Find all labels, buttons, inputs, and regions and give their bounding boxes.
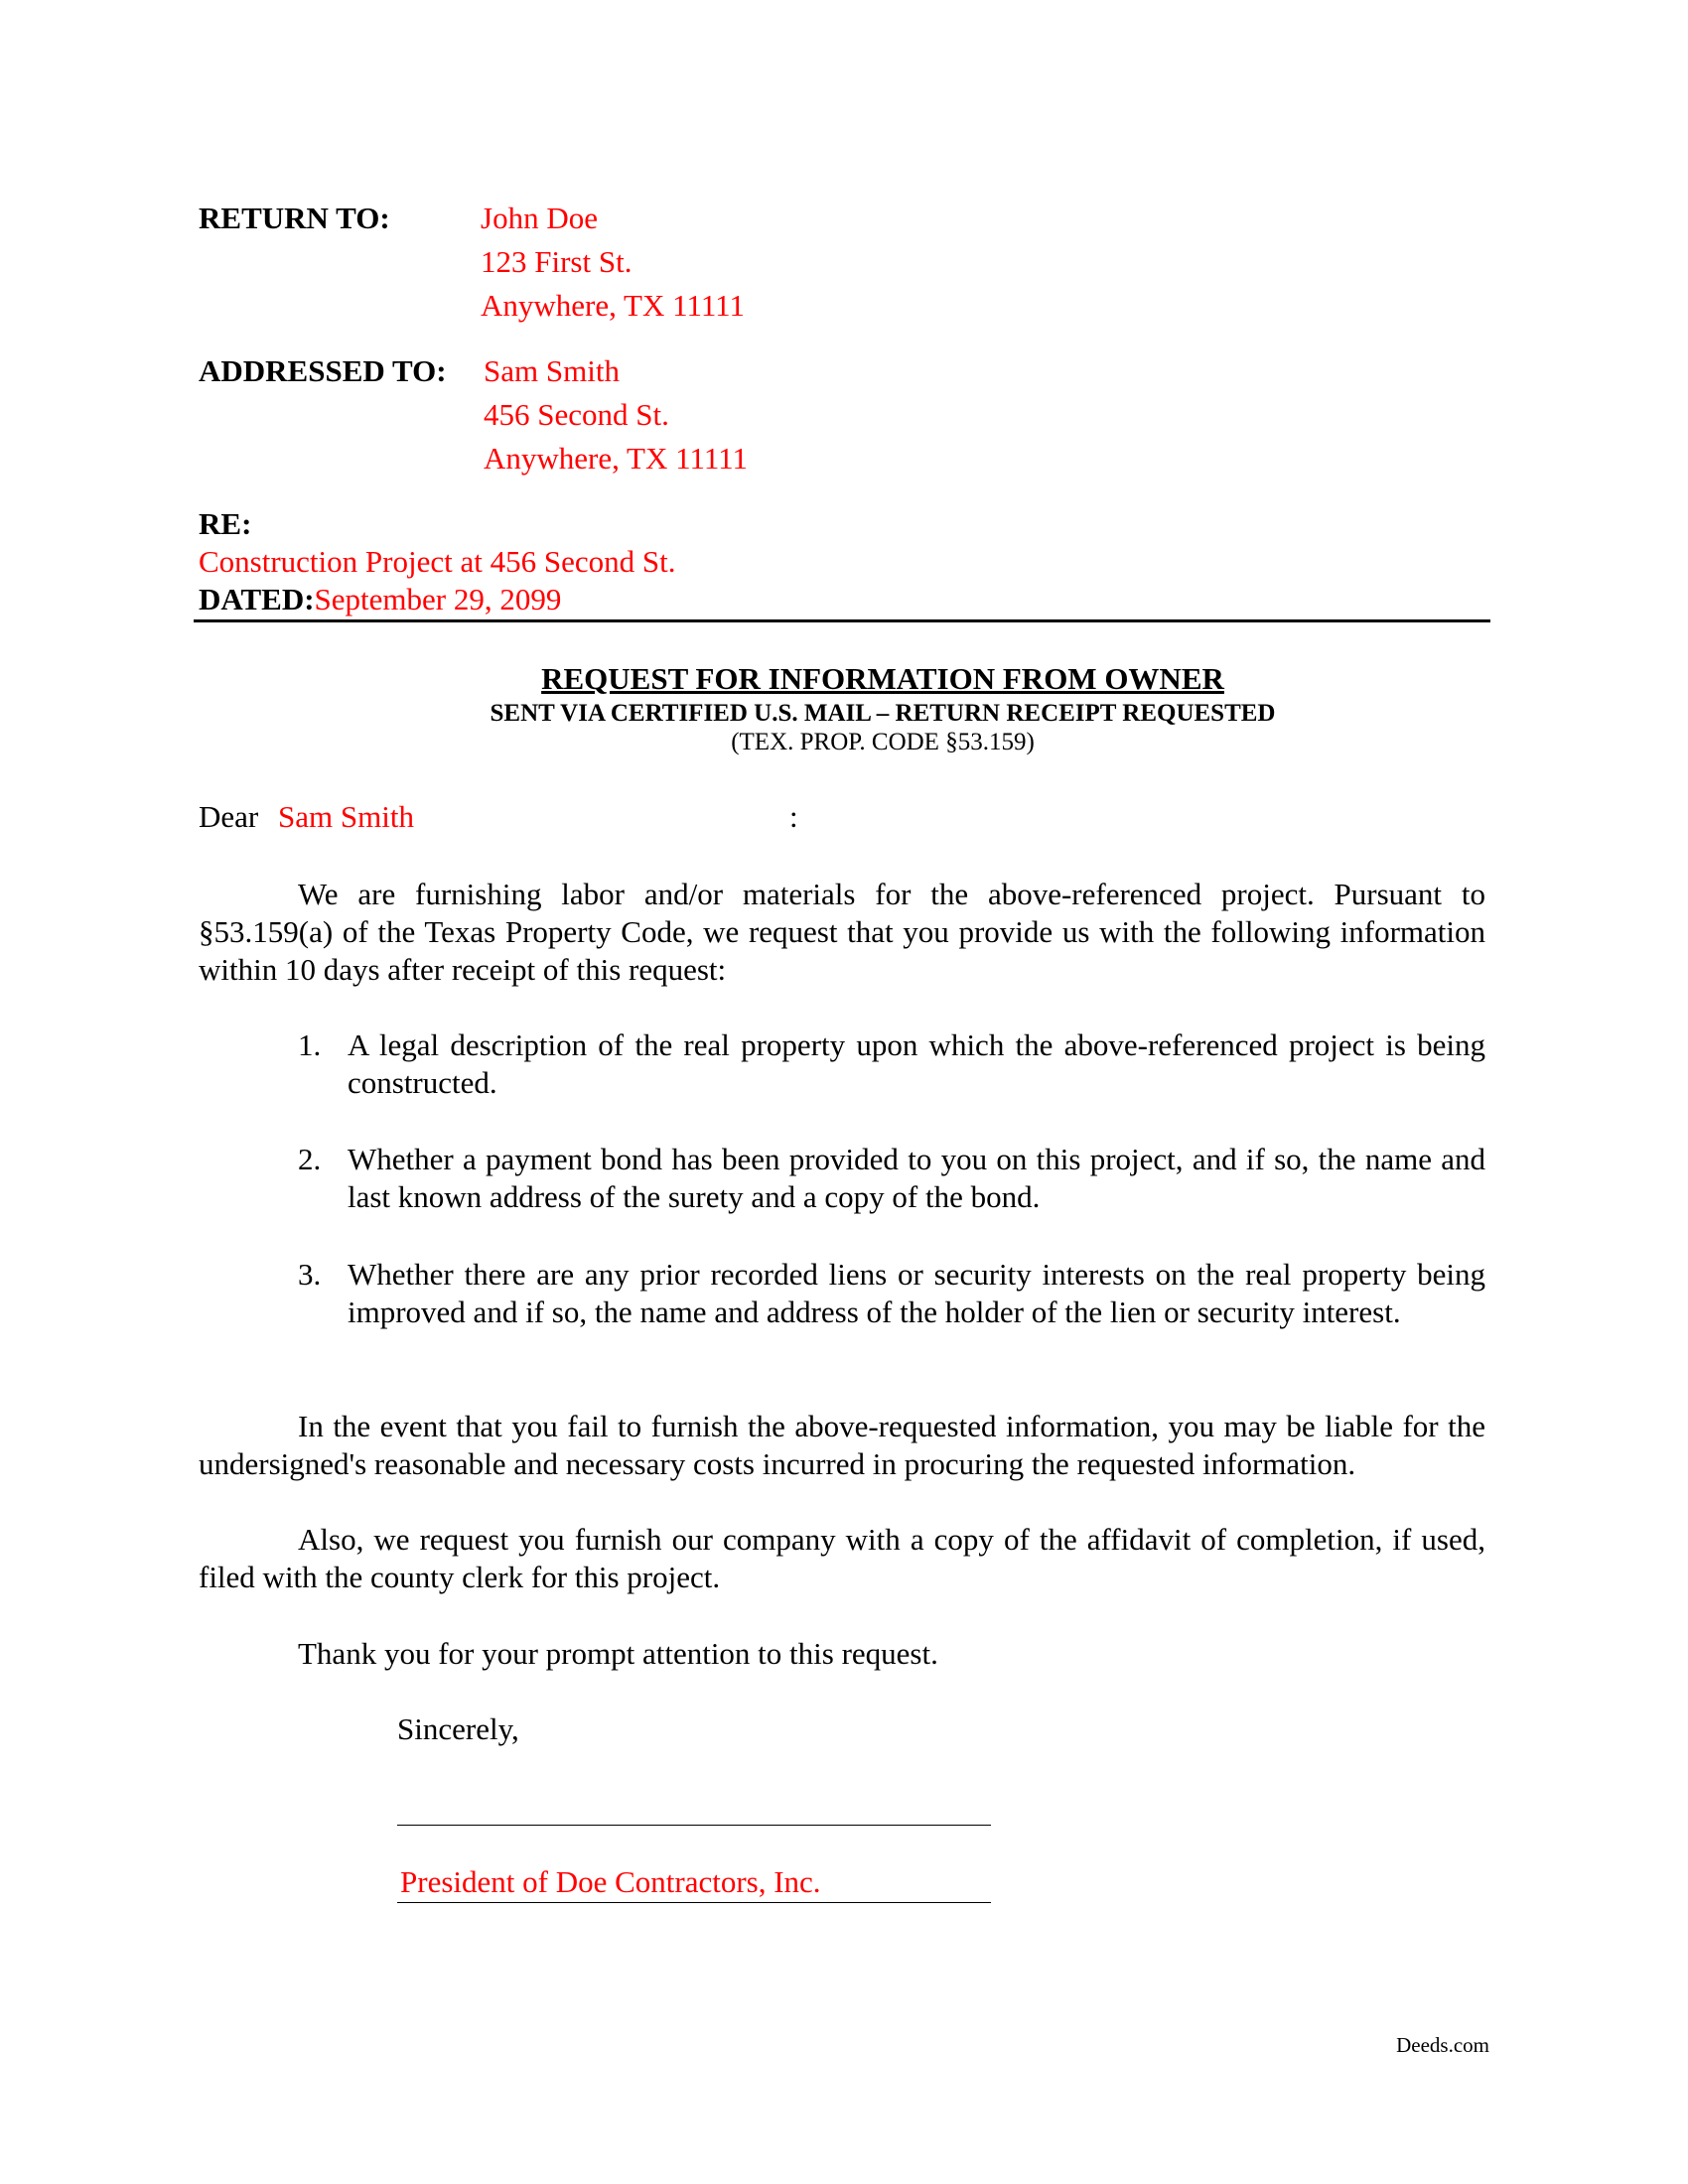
document-title: REQUEST FOR INFORMATION FROM OWNER [541,661,1224,696]
addressed-to-street: 456 Second St. [484,397,669,432]
item-text-1: A legal description of the real property upon which the above-referenced project is being constructed. [348,1027,1485,1100]
return-to-name: John Doe [481,201,598,235]
return-to-address [481,197,745,328]
re-label: RE: [199,506,252,541]
document-subtitle: SENT VIA CERTIFIED U.S. MAIL – RETURN RECEIPT REQUESTED [490,700,1276,727]
statute-reference: (TEX. PROP. CODE §53.159) [731,729,1035,755]
signer-title-underline [397,1902,991,1903]
item-number-1: 1. [298,1027,322,1062]
addressed-to-city: Anywhere, TX 11111 [484,441,749,476]
return-to-label: RETURN TO: [199,201,390,235]
addressed-to-name: Sam Smith [484,353,620,388]
liability-paragraph: In the event that you fail to furnish the above-requested information, you may be liable for the undersigned's reasonable and necessary costs incurred in procuring the requested information. [199,1409,1485,1481]
dated-line [199,582,561,617]
item-number-2: 2. [298,1142,322,1176]
re-value: Construction Project at 456 Second St. [199,544,676,579]
dated-value: September 29, 2099 [314,582,562,616]
item-text-2: Whether a payment bond has been provided to you on this project, and if so, the name and last known address of the surety and a copy of the bond. [348,1142,1485,1214]
addressed-to-label: ADDRESSED TO: [199,353,447,388]
return-to-street: 123 First St. [481,244,633,279]
dated-label: DATED: [199,582,315,616]
item-text-3: Whether there are any prior recorded liens or security interests on the real property being improved and if so, the name and address of the holder of the lien or security interest. [348,1257,1485,1329]
salutation-name: Sam Smith [278,799,414,834]
salutation-prefix: Dear [199,799,259,834]
return-to-city: Anywhere, TX 11111 [481,288,746,323]
affidavit-paragraph: Also, we request you furnish our company with a copy of the affidavit of completion, if used, filed with the county clerk for this project. [199,1522,1485,1594]
signer-title: President of Doe Contractors, Inc. [400,1864,821,1899]
header-divider [194,619,1490,622]
thanks-line: Thank you for your prompt attention to this request. [298,1636,938,1671]
addressed-to-address [484,349,748,480]
intro-paragraph: We are furnishing labor and/or materials for the above-referenced project. Pursuant to §53.159(a) of the Texas Property Code, we request that you provide us with the following information within 10 days after receipt of this request: [199,877,1485,987]
closing: Sincerely, [397,1711,519,1746]
item-number-3: 3. [298,1257,322,1292]
signature-line [397,1825,991,1826]
salutation-colon: : [789,799,798,834]
footer-brand: Deeds.com [1396,2033,1489,2057]
